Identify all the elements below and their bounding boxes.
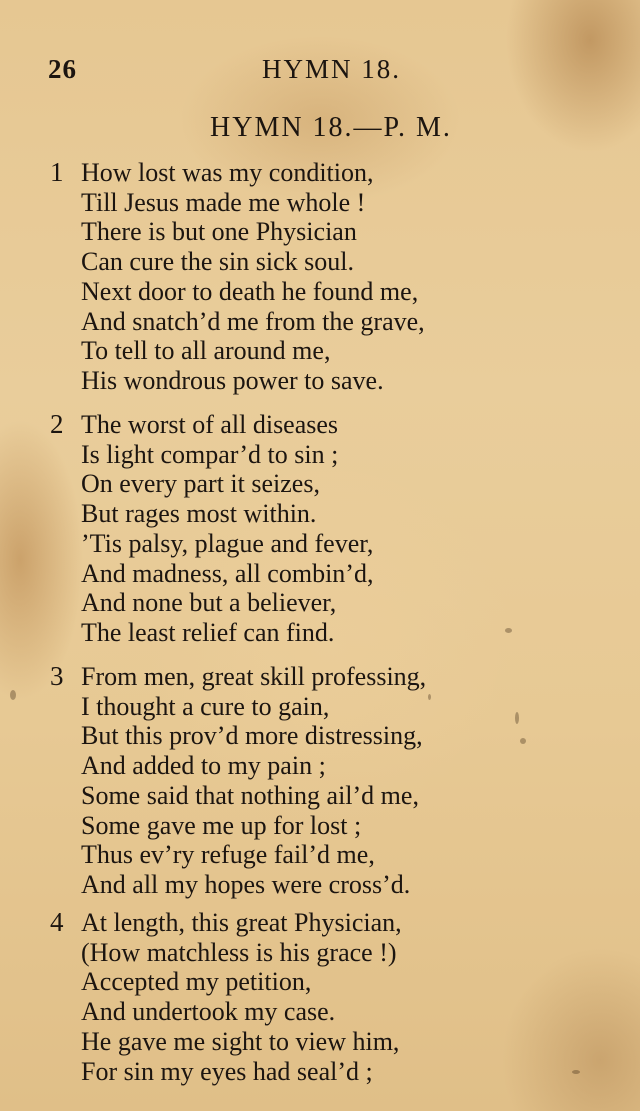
verse-line: Till Jesus made me whole ! bbox=[81, 187, 366, 217]
verse-line: Next door to death he found me, bbox=[81, 276, 419, 306]
verse-line: Is light compar’d to sin ; bbox=[81, 439, 339, 469]
paper-speck bbox=[428, 694, 431, 700]
verse-line: ’Tis palsy, plague and fever, bbox=[81, 528, 374, 558]
stanza-number: 1 bbox=[50, 157, 64, 187]
verse-line: Some said that nothing ail’d me, bbox=[81, 780, 419, 810]
verse-line: For sin my eyes had seal’d ; bbox=[81, 1056, 373, 1086]
verse-line: There is but one Physician bbox=[81, 217, 357, 247]
running-head bbox=[0, 50, 640, 90]
hymn-title: HYMN 18.—P. M. bbox=[210, 112, 452, 143]
verse-line: From men, great skill professing, bbox=[81, 662, 427, 691]
verse-line: And madness, all combin’d, bbox=[81, 558, 374, 588]
verse-line: And all my hopes were cross’d. bbox=[81, 869, 411, 899]
stanza-lines bbox=[81, 410, 521, 648]
verse-line: At length, this great Physician, bbox=[81, 908, 402, 937]
verse-line: And added to my pain ; bbox=[81, 751, 326, 781]
verse-line: His wondrous power to save. bbox=[81, 365, 384, 395]
stanza-lines bbox=[81, 662, 521, 900]
stanza-number: 4 bbox=[50, 907, 64, 937]
verse-line: The worst of all diseases bbox=[81, 410, 339, 439]
page-number: 26 bbox=[48, 54, 77, 84]
verse-line: Some gave me up for lost ; bbox=[81, 810, 362, 840]
verse-line: And snatch’d me from the grave, bbox=[81, 306, 425, 336]
verse-line: I thought a cure to gain, bbox=[81, 691, 330, 721]
verse-line: To tell to all around me, bbox=[81, 336, 331, 366]
verse-line: (How matchless is his grace !) bbox=[81, 937, 397, 967]
verse-line: Can cure the sin sick soul. bbox=[81, 247, 354, 277]
verse-line: But rages most within. bbox=[81, 499, 317, 529]
paper-speck bbox=[10, 690, 16, 700]
stanza-lines bbox=[81, 158, 521, 396]
running-title: HYMN 18. bbox=[262, 54, 402, 84]
verse-line: And none but a believer, bbox=[81, 588, 337, 618]
verse-line: On every part it seizes, bbox=[81, 469, 320, 499]
paper-speck bbox=[572, 1070, 580, 1074]
paper-speck bbox=[505, 628, 512, 633]
verse-line: Accepted my petition, bbox=[81, 967, 312, 997]
paper-speck bbox=[515, 712, 519, 724]
paper-speck bbox=[520, 738, 526, 744]
stanza-number: 2 bbox=[50, 409, 64, 439]
stanza-number: 3 bbox=[50, 661, 64, 691]
verse-line: The least relief can find. bbox=[81, 617, 335, 647]
stanza-lines bbox=[81, 908, 521, 1086]
verse-line: Thus ev’ry refuge fail’d me, bbox=[81, 840, 375, 870]
verse-line: But this prov’d more distressing, bbox=[81, 721, 423, 751]
verse-line: And undertook my case. bbox=[81, 997, 336, 1027]
verse-line: He gave me sight to view him, bbox=[81, 1026, 400, 1056]
verse-line: How lost was my condition, bbox=[81, 158, 374, 187]
